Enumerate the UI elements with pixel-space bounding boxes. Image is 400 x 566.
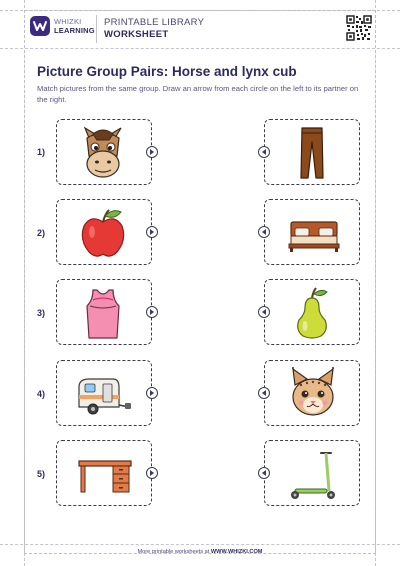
right-picture-card bbox=[264, 360, 360, 426]
arrow-right-icon bbox=[149, 149, 155, 155]
horse-icon bbox=[75, 126, 131, 180]
desk-icon bbox=[75, 447, 135, 501]
match-circle[interactable] bbox=[146, 226, 158, 238]
match-circle[interactable] bbox=[146, 467, 158, 479]
arrow-left-icon bbox=[261, 149, 267, 155]
match-circle[interactable] bbox=[146, 146, 158, 158]
match-circle[interactable] bbox=[146, 387, 158, 399]
worksheet-title: Picture Group Pairs: Horse and lynx cub bbox=[37, 64, 297, 79]
match-circle[interactable] bbox=[258, 467, 270, 479]
header-divider bbox=[96, 15, 97, 43]
pear-icon bbox=[287, 286, 337, 340]
match-circle[interactable] bbox=[258, 306, 270, 318]
bed-icon bbox=[287, 206, 341, 260]
footer-link[interactable]: WWW.WHIZKI.COM bbox=[210, 549, 263, 555]
apple-icon bbox=[75, 206, 131, 260]
right-picture-card bbox=[264, 440, 360, 506]
logo-line2: LEARNING bbox=[54, 26, 95, 35]
lynx-cub-icon bbox=[287, 367, 339, 421]
logo-icon bbox=[30, 16, 50, 36]
left-picture-card bbox=[56, 360, 152, 426]
left-picture-card bbox=[56, 119, 152, 185]
match-circle[interactable] bbox=[258, 146, 270, 158]
instructions: Match pictures from the same group. Draw an arrow from each circle on the left to its partner on the right. bbox=[37, 84, 359, 104]
row-number: 3) bbox=[37, 308, 46, 318]
right-picture-card bbox=[264, 119, 360, 185]
arrow-right-icon bbox=[149, 390, 155, 396]
header bbox=[24, 10, 376, 48]
row-number: 4) bbox=[37, 389, 46, 399]
left-picture-card bbox=[56, 440, 152, 506]
right-picture-card bbox=[264, 279, 360, 345]
arrow-left-icon bbox=[261, 390, 267, 396]
arrow-left-icon bbox=[261, 309, 267, 315]
arrow-left-icon bbox=[261, 229, 267, 235]
arrow-right-icon bbox=[149, 470, 155, 476]
tank-top-icon bbox=[75, 286, 131, 340]
library-label: PRINTABLE LIBRARY bbox=[104, 17, 205, 28]
match-circle[interactable] bbox=[146, 306, 158, 318]
left-picture-card bbox=[56, 199, 152, 265]
row-number: 2) bbox=[37, 228, 46, 238]
match-circle[interactable] bbox=[258, 387, 270, 399]
left-picture-card bbox=[56, 279, 152, 345]
scooter-icon bbox=[287, 447, 341, 501]
row-number: 1) bbox=[37, 147, 46, 157]
worksheet-label: WORKSHEET bbox=[104, 29, 169, 40]
qr-code-icon bbox=[346, 15, 372, 41]
arrow-left-icon bbox=[261, 470, 267, 476]
arrow-right-icon bbox=[149, 309, 155, 315]
arrow-right-icon bbox=[149, 229, 155, 235]
footer bbox=[0, 549, 400, 555]
right-picture-card bbox=[264, 199, 360, 265]
logo[interactable] bbox=[30, 16, 95, 36]
trousers-icon bbox=[287, 126, 337, 180]
logo-line1: WHIZKI bbox=[54, 17, 82, 26]
caravan-icon bbox=[75, 367, 135, 421]
footer-text: More printable worksheets at bbox=[137, 549, 211, 555]
row-number: 5) bbox=[37, 469, 46, 479]
match-circle[interactable] bbox=[258, 226, 270, 238]
